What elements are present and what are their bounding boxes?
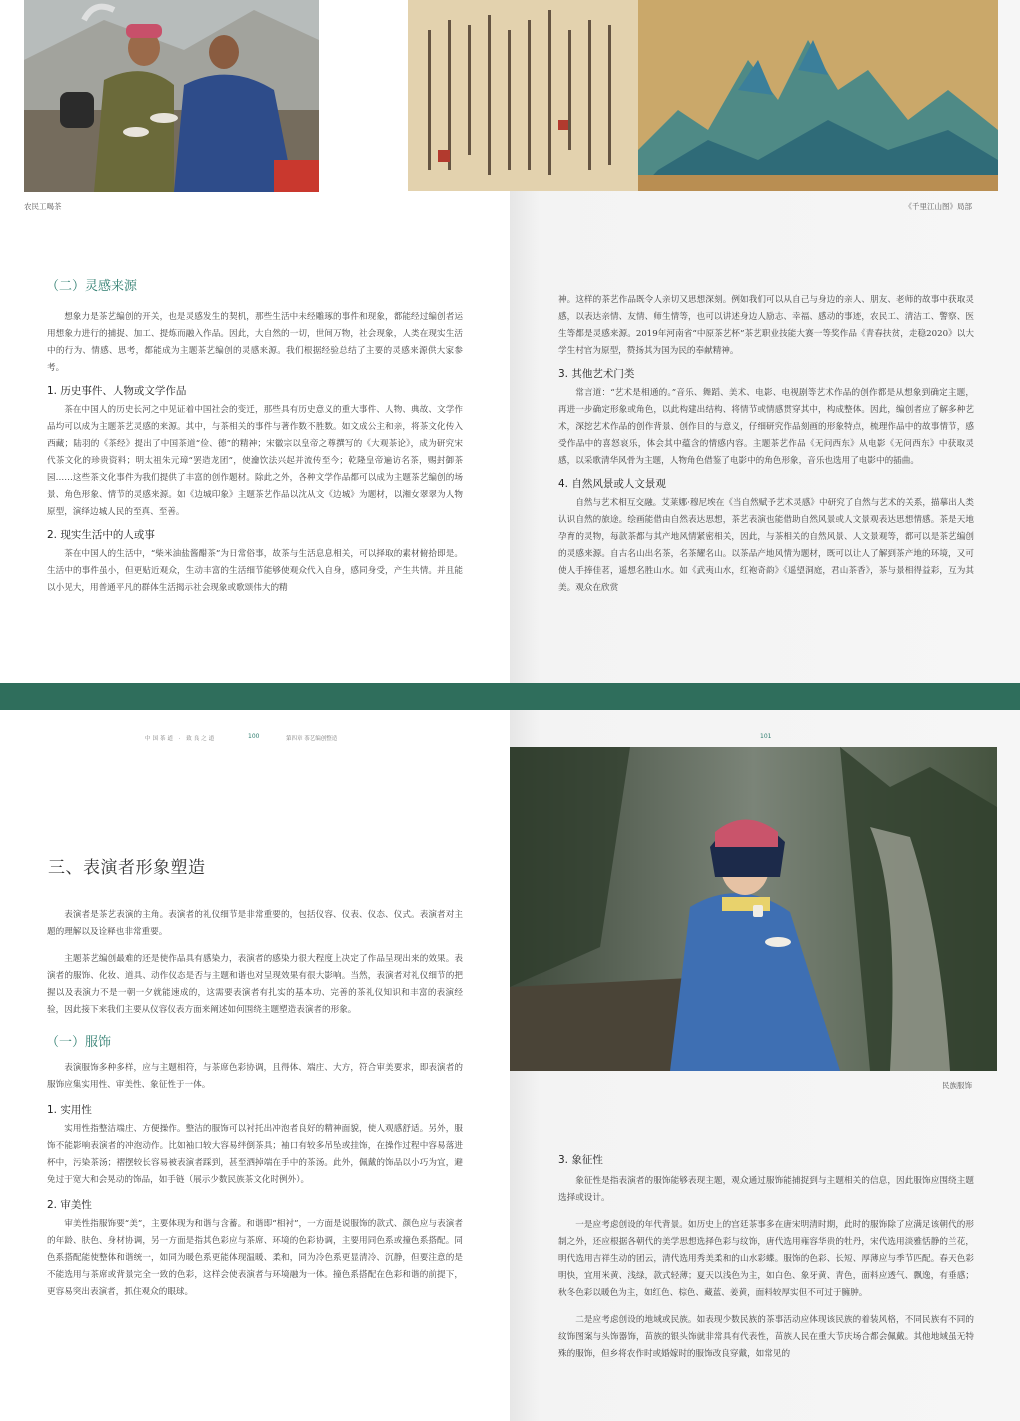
section-title-inspiration: （二）灵感来源 (46, 279, 138, 294)
symbolism-paragraph: 象征性是指表演者的服饰能够表现主题，观众通过服饰能捕捉到与主题相关的信息，因此服饰应围绕主题选择或设计。 (558, 1176, 974, 1203)
intro-paragraph: 想象力是茶艺编创的开关，也是灵感发生的契机，那些生活中未经雕琢的事件和现象，都能经过编创者运用想象力进行的捕捉、加工、提炼而融入作品。因此，大自然的一切，世间万物，社会现象，人类在现实生活中的行为、情感、思考，都能成为主题茶艺编创的灵感来源。我们根据经验总结了主要的灵感来源供大家参考。 (47, 312, 463, 373)
bottom-left-column (47, 907, 463, 1301)
section-title-costume: （一）服饰 (46, 1035, 112, 1050)
bottom-right-page (510, 710, 1020, 1421)
painting-illustration-icon (408, 0, 998, 191)
subheading-aesthetics: 2. 审美性 (47, 1199, 92, 1211)
bottom-left-page (0, 710, 510, 1421)
ethnic-costume-photo (510, 747, 997, 1071)
subheading-other-arts: 3. 其他艺术门类 (558, 368, 635, 380)
history-paragraph: 茶在中国人的历史长河之中见证着中国社会的变迁，那些具有历史意义的重大事件、人物、典故、文学作品均可以成为主题茶艺灵感的来源。其中，与茶相关的事件与著作数不胜数。如文成公主和亲，将茶文化传入西藏；陆羽的《茶经》提出了中国茶道“俭、德”的精神；宋徽宗以皇帝之尊撰写的《大观茶论》，成为研究宋代茶文化的珍贵资料；明太祖朱元璋“罢造龙团”，使瀹饮法兴起并流传至今；乾隆皇帝遍访名茶，赐封御茶园……这些茶文化事件为我们提供了丰富的创作题材。除此之外，各种文学作品都可以成为主题茶艺编创的场景、角色形象、情节的灵感来源。如《边城印象》主题茶艺作品以沈从文《边城》为题材，以湘女翠翠为人物原型，演绎边城人民的至真、至善。 (47, 405, 463, 517)
migrant-worker-tea-photo (24, 0, 319, 192)
subheading-symbolism: 3. 象征性 (558, 1154, 603, 1166)
subheading-nature: 4. 自然风景或人文景观 (558, 478, 666, 490)
era-background-paragraph: 一是应考虑创设的年代背景。如历史上的宫廷茶事多在唐宋明清时期，此时的服饰除了应满足该朝代的形制之外，还应根据各朝代的美学思想选择色彩与纹饰，唐代选用雍容华贵的牡丹，宋代选用淡雅恬静的兰花，明代选用吉祥生动的团云，清代选用秀美柔和的山水彩蝶。服饰的色彩、长短、厚薄应与季节匹配。春天色彩明快，宜用米黄、浅绿，款式轻薄；夏天以浅色为主，如白色、象牙黄、青色，面料应透气、飘逸，有垂感；秋冬色彩以暖色为主，如红色、棕色、藏蓝、姜黄，面料较厚实但不可过于臃肿。 (558, 1220, 974, 1298)
costume-photo-caption: 民族服饰 (942, 1081, 972, 1090)
region-ethnicity-paragraph: 二是应考虑创设的地域或民族。如表现少数民族的茶事活动应体现该民族的着装风格，不同民族有不同的纹饰图案与头饰器饰，苗族的银头饰就非常具有代表性，苗族人民在重大节庆场合都会佩戴。其他地域虽无特殊的服饰，但乡将农作时或婚嫁时的服饰改良穿戴，如常见的 (558, 1315, 974, 1359)
qianli-jiangshan-painting (408, 0, 998, 191)
left-column-text (47, 309, 463, 597)
subheading-practicality: 1. 实用性 (47, 1104, 92, 1116)
page-number-right: 101 (760, 733, 772, 740)
right-photo-caption: 《千里江山图》局部 (904, 202, 972, 211)
costume-intro-paragraph: 表演服饰多种多样，应与主题相符，与茶席色彩协调，且得体、端庄、大方，符合审美要求，即表演者的服饰应集实用性、审美性、象征性于一体。 (47, 1063, 463, 1090)
performer-second-paragraph: 主题茶艺编创最难的还是使作品具有感染力，表演者的感染力很大程度上决定了作品呈现出来的效果。表演者的服饰、化妆、道具、动作仪态是否与主题和谐也对呈现效果有很大影响。当然，表演者对礼仪细节的把握以及表演力不是一朝一夕就能速成的，这需要表演者有扎实的基本功、完善的茶礼仪知识和丰富的表演经验，因此接下来我们主要从仪容仪表方面来阐述如何围绕主题塑造表演者的形象。 (47, 954, 463, 1015)
top-right-page (510, 0, 1020, 683)
top-spread (0, 0, 1020, 683)
left-photo-caption: 农民工喝茶 (24, 202, 62, 211)
spread-divider-band (0, 683, 1020, 710)
chapter-title: 三、表演者形象塑造 (48, 858, 206, 878)
subheading-real-life: 2. 现实生活中的人或事 (47, 529, 155, 541)
real-life-paragraph: 茶在中国人的生活中，“柴米油盐酱醋茶”为日常俗事，故茶与生活息息相关，可以择取的素材俯拾即是。生活中的事件虽小，但更贴近观众，生动丰富的生活细节能够使观众代入自身，感同身受，产生共情。并且能以小见大，用普通平凡的群体生活揭示社会现象或歌颂伟大的精 (47, 549, 463, 593)
photo-illustration-icon (24, 0, 319, 192)
continued-paragraph: 神。这样的茶艺作品既令人亲切又思想深刻。例如我们可以从自己与身边的亲人、朋友、老师的故事中获取灵感，以表达亲情、友情、师生情等，也可以讲述身边人励志、幸福、感动的事迹，农民工、清洁工、警察、医生等都是灵感来源。2019年河南省“中原茶艺杯”茶艺职业技能大赛一等奖作品《青春扶贫，走稳2020》以大学生村官为原型，赞扬其为国为民的奉献精神。 (558, 295, 974, 356)
performer-intro-paragraph: 表演者是茶艺表演的主角。表演者的礼仪细节是非常重要的，包括仪容、仪表、仪态、仪式。表演者对主题的理解以及诠释也非常重要。 (47, 910, 463, 937)
costume-photo-illustration-icon (510, 747, 997, 1071)
aesthetics-paragraph: 审美性指服饰要“美”，主要体现为和谐与含蓄。和谐即“相衬”，一方面是说服饰的款式、颜色应与表演者的年龄、肤色、身材协调，另一方面是指其色彩应与茶席、环境的色彩协调，主要用同色系或撞色系搭配。同色系搭配能使整体和谐统一，如同为暖色系更能体现温暖、柔和，同为冷色系更显清冷、沉静，但要注意的是不能选用与茶席或背景完全一致的色彩，这样会使表演者与环境融为一体。撞色系搭配在色彩和谐的前提下，更容易突出表演者，抓住观众的眼球。 (47, 1219, 463, 1297)
running-header-chapter: 第四章 茶艺编创整造 (286, 736, 338, 742)
nature-paragraph: 自然与艺术相互交融。艾莱娜·穆尼埃在《当自然赋予艺术灵感》中研究了自然与艺术的关系，描摹出人类认识自然的旅途。绘画能借由自然表达思想，茶艺表演也能借助自然风景或人文景观表达思想情感。茶是天地孕育的灵物，每款茶都与其产地风情紧密相关，因此，与茶相关的自然风景、人文景观等，都可以是茶艺编创的灵感来源。自古名山出名茶，名茶耀名山。以茶品产地风情为题材，既可以让人了解到茶产地的环境，又可使人手捧佳茗，遥想名胜山水。如《武夷山水，红袍奇韵》《遥望洞庭，君山茶香》，茶与景相得益彩，互为其美。观众在欣赏 (558, 498, 974, 593)
bottom-right-column (558, 1152, 974, 1363)
right-column-text (558, 292, 974, 597)
subheading-history: 1. 历史事件、人物或文学作品 (47, 385, 187, 397)
practicality-paragraph: 实用性指整洁端庄、方便操作。整洁的服饰可以衬托出冲泡者良好的精神面貌，使人观感舒适。另外，服饰不能影响表演者的冲泡动作。比如袖口较大容易绊倒茶具；袖口有较多吊坠或挂饰，在操作过程中容易落进杯中，污染茶汤；褶摆较长容易被表演者踩到，甚至洒掉端在手中的茶汤。此外，佩戴的饰品以小巧为宜，避免过于宽大和会晃动的饰品，如手链（展示少数民族茶文化时例外）。 (47, 1124, 463, 1185)
running-header-series: 中国茶道 · 致良之道 (145, 736, 217, 742)
page-number-left: 100 (248, 733, 260, 740)
bottom-spread (0, 710, 1020, 1421)
other-arts-paragraph: 常言道：“艺术是相通的。”音乐、舞蹈、美术、电影、电视剧等艺术作品的创作都是从想象到确定主题，再进一步确定形象或角色，以此构建出结构、将情节或情感贯穿其中，构成整体。因此，编创者应了解多种艺术，深挖艺术作品的创作背景、创作目的与意义，仔细研究作品刻画的形象特点，梳理作品中的故事情节，感受作品中的喜怒哀乐，体会其中蕴含的情感内容。主题茶艺作品《无问西东》从电影《无问西东》中获取灵感，以采歌清华风骨为主题，人物角色借鉴了电影中的角色形象，音乐也选用了电影中的插曲。 (558, 388, 974, 466)
